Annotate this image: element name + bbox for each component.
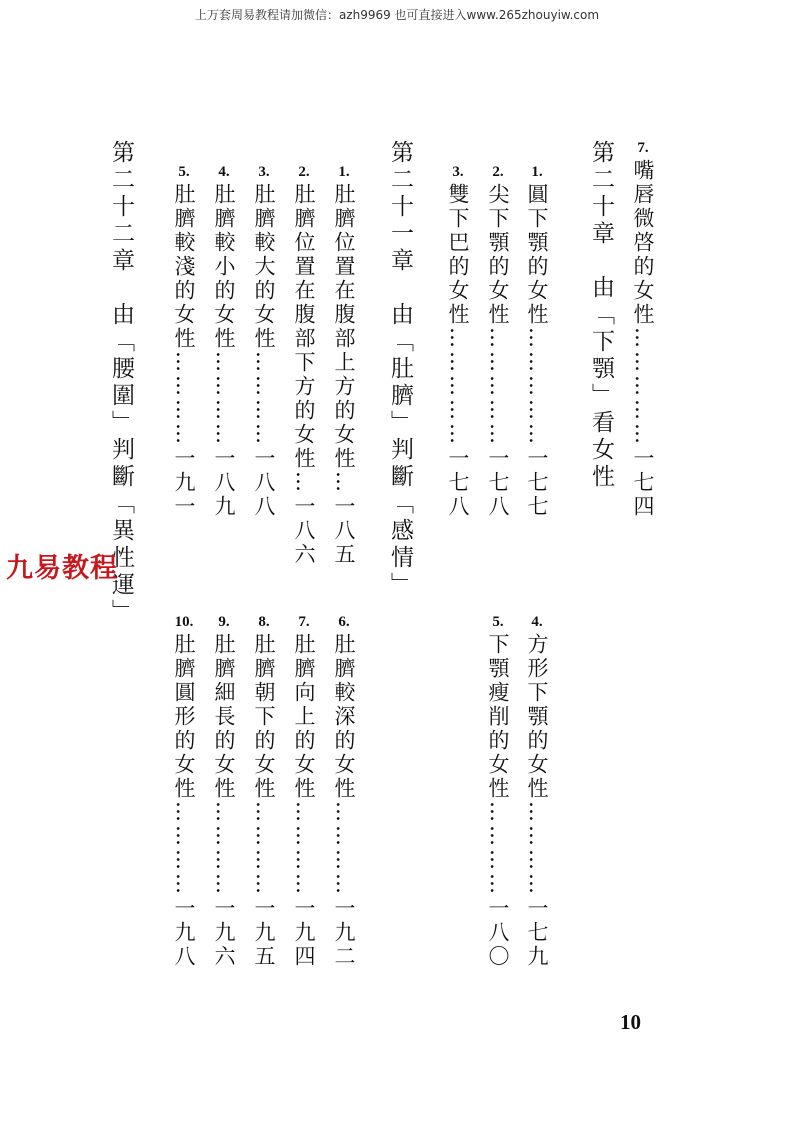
toc-entry — [204, 614, 244, 969]
entry-number: 4. — [531, 614, 543, 630]
chapter-title: 第二十二章 由「腰圍」判斷「異性運」 — [108, 140, 134, 626]
entry-title: 肚臍向上的女性…………一九四 — [292, 633, 316, 969]
toc-entry — [324, 614, 364, 969]
entry-number: 7. — [298, 614, 310, 630]
entry-title: 肚臍較淺的女性…………一九一 — [172, 183, 196, 519]
entry-title: 肚臍朝下的女性…………一九五 — [252, 633, 276, 969]
toc-entry — [244, 614, 284, 969]
chapter-title: 第二十章 由「下顎」看女性 — [588, 140, 614, 491]
toc-entry — [164, 614, 204, 969]
header-banner: 上万套周易教程请加微信：azh9969 也可直接进入www.265zhouyiw.com — [194, 8, 600, 22]
entry-title: 方形下顎的女性…………一七九 — [525, 633, 549, 969]
entry-number: 8. — [258, 614, 270, 630]
page-number: 10 — [620, 1010, 641, 1034]
entry-number: 4. — [218, 164, 230, 180]
entry-title: 肚臍較小的女性…………一八九 — [212, 183, 236, 519]
entry-number: 10. — [174, 614, 194, 630]
toc-entry — [438, 164, 478, 519]
toc-entry — [517, 164, 557, 519]
toc-entry — [244, 164, 284, 519]
entry-number: 3. — [258, 164, 270, 180]
chapter-heading — [581, 140, 621, 491]
entry-number: 6. — [338, 614, 350, 630]
toc-entry — [324, 164, 364, 567]
entry-title: 雙下巴的女性……………一七八 — [446, 183, 470, 519]
entry-number: 5. — [178, 164, 190, 180]
entry-number: 1. — [338, 164, 350, 180]
entry-number: 9. — [218, 614, 230, 630]
entry-number: 3. — [452, 164, 464, 180]
toc-entry — [284, 164, 324, 567]
toc-entry — [204, 164, 244, 519]
entry-title: 肚臍圓形的女性…………一九八 — [172, 633, 196, 969]
toc-entry — [623, 140, 663, 519]
chapter-title: 第二十一章 由「肚臍」判斷「感情」 — [387, 140, 413, 599]
entry-title: 肚臍位置在腹部下方的女性…一八六 — [292, 183, 316, 567]
entry-number: 1. — [531, 164, 543, 180]
entry-title: 肚臍位置在腹部上方的女性…一八五 — [332, 183, 356, 567]
entry-title: 肚臍較深的女性…………一九二 — [332, 633, 356, 969]
watermark-logo: 九易教程 — [6, 553, 118, 584]
toc-entry — [478, 614, 518, 969]
entry-title: 下顎瘦削的女性…………一八〇 — [486, 633, 510, 969]
toc-entry — [164, 164, 204, 519]
entry-title: 圓下顎的女性……………一七七 — [525, 183, 549, 519]
entry-title: 肚臍細長的女性…………一九六 — [212, 633, 236, 969]
toc-entry — [517, 614, 557, 969]
toc-entry — [284, 614, 324, 969]
entry-number: 2. — [492, 164, 504, 180]
entry-number: 2. — [298, 164, 310, 180]
entry-title: 肚臍較大的女性…………一八八 — [252, 183, 276, 519]
entry-title: 嘴唇微啓的女性……………一七四 — [631, 159, 655, 519]
entry-number: 5. — [492, 614, 504, 630]
chapter-heading — [380, 140, 420, 599]
entry-title: 尖下顎的女性……………一七八 — [486, 183, 510, 519]
entry-number: 7. — [637, 140, 649, 156]
toc-entry — [478, 164, 518, 519]
